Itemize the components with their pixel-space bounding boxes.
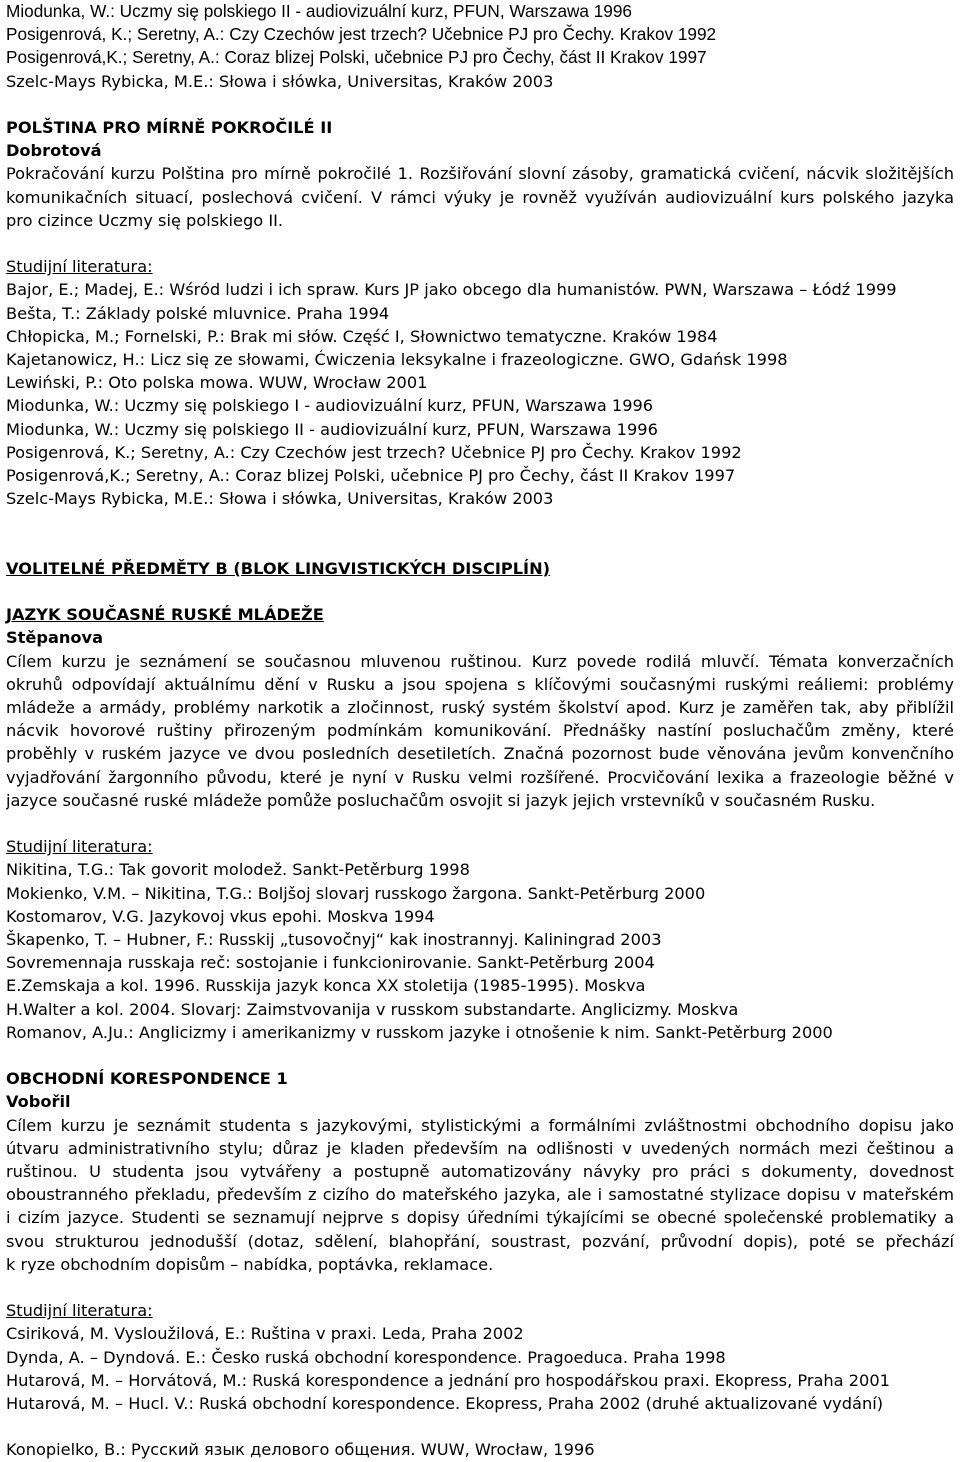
course-title: POLŠTINA PRO MÍRNĚ POKROČILÉ II xyxy=(6,118,333,137)
description-line: Cílem kurzu je seznámit studenta s jazykovými, stylistickými a formálními zvláštnostmi obchodního dopisu jako xyxy=(6,1115,954,1135)
description-line: mládeže a armády, problémy narkotik a zločinnost, ruský systém školství apod. Kurz je zaměřen tak, aby přiblížil xyxy=(6,698,954,718)
description-line: svou strukturou jednodušší (dotaz, sdělení, blahopřání, soustrast, pozvání, průvodní dopis), poté se přechází xyxy=(6,1231,954,1251)
description-line: oboustranného překladu, především z cizího do mateřského jazyka, ale i samostatné stylizace dopisu v mateřském xyxy=(6,1185,954,1205)
course-teacher: Vobořil xyxy=(6,1092,71,1112)
literature-item: Kajetanowicz, H.: Licz się ze słowami, Ćwiczenia leksykalne i frazeologiczne. GWO, Gdańsk 1998 xyxy=(6,350,788,370)
course-rustina xyxy=(6,603,954,1044)
description-line: proběhly v ruském jazyce ve dvou posledních desetiletích. Značná pozornost bude věnována jevům konvenčního xyxy=(6,744,954,764)
course-title: OBCHODNÍ KORESPONDENCE 1 xyxy=(6,1069,288,1089)
course-korespondence xyxy=(6,1067,954,1461)
literature-label: Studijní literatura: xyxy=(6,1301,153,1321)
description-line: Pokračování kurzu Polština pro mírně pokročilé 1. Rozšiřování slovní zásoby, gramatická cvičení, nácvik složitějších xyxy=(6,164,954,184)
description-line: pro cizince Uczmy się polskiego II. xyxy=(6,210,284,230)
course-teacher: Dobrotová xyxy=(6,141,102,161)
literature-item: Dynda, A. – Dyndová. E.: Česko ruská obchodní korespondence. Pragoeduca. Praha 1998 xyxy=(6,1347,726,1367)
literature-item: Škapenko, T. – Hubner, F.: Russkij „tusovočnyj“ kak inostrannyj. Kaliningrad 2003 xyxy=(6,930,662,950)
description-line: okruhů odpovídají aktuálnímu dění v Rusku a jsou spojena s klíčovými současnými ruskými reáliemi: problémy xyxy=(6,674,954,694)
reference-line: Posigenrová, K.; Seretny, A.: Czy Czechów jest trzech? Učebnice PJ pro Čechy. Krakov 1992 xyxy=(6,24,717,45)
literature-list xyxy=(6,1322,954,1415)
block-heading: VOLITELNÉ PŘEDMĚTY B (BLOK LINGVISTICKÝCH DISCIPLÍN) xyxy=(6,558,551,578)
literature-list xyxy=(6,278,954,510)
description-line: Cílem kurzu je seznámení se současnou mluvenou ruštinou. Kurz povede rodilá mluvčí. Témata konverzačních xyxy=(6,651,954,671)
literature-item: Mokienko, V.M. – Nikitina, T.G.: Boljšoj slovarj russkogo žargona. Sankt-Petěrburg 2000 xyxy=(6,883,706,903)
literature-item: Miodunka, W.: Uczmy się polskiego I - audiovizuální kurz, PFUN, Warszawa 1996 xyxy=(6,396,654,416)
top-references xyxy=(6,0,954,93)
literature-item: Sovremennaja russkaja reč: sostojanie i funkcionirovanie. Sankt-Petěrburg 2004 xyxy=(6,953,655,973)
course-description xyxy=(6,650,954,812)
description-line: vyjadřování žargonního původu, které je nyní v Rusku velmi rozšířené. Procvičování lexika a frazeologie běžné v xyxy=(6,767,954,787)
reference-line: Posigenrová,K.; Seretny, A.: Coraz blizej Polski, učebnice PJ pro Čechy, část II Krakov 1997 xyxy=(6,47,707,68)
literature-item: Nikitina, T.G.: Tak govorit molodež. Sankt-Petěrburg 1998 xyxy=(6,860,470,880)
literature-label: Studijní literatura: xyxy=(6,257,153,277)
literature-item: Szelc-Mays Rybicka, M.E.: Słowa i słówka, Universitas, Kraków 2003 xyxy=(6,489,554,509)
course-description xyxy=(6,162,954,232)
reference-line: Miodunka, W.: Uczmy się polskiego II - audiovizuální kurz, PFUN, Warszawa 1996 xyxy=(6,1,632,21)
course-title: JAZYK SOUČASNÉ RUSKÉ MLÁDEŽE xyxy=(6,605,324,625)
literature-item: Chłopicka, M.; Fornelski, P.: Brak mi słów. Część I, Słownictwo tematyczne. Kraków 1984 xyxy=(6,326,718,346)
description-line: komunikačních situací, poslechová cvičení. V rámci výuky je rovněž využíván audiovizuální kurs polského jazyka xyxy=(6,187,954,207)
literature-item: Posigenrová,K.; Seretny, A.: Coraz blizej Polski, učebnice PJ pro Čechy, část II Krakov 1997 xyxy=(6,466,736,486)
description-line: nácvik hovorové ruštiny přirozeným podmínkám komunikování. Přednášky nastíní posluchačům změny, které xyxy=(6,721,954,741)
course-polstina xyxy=(6,116,954,510)
course-teacher: Stěpanova xyxy=(6,628,104,648)
literature-item: Romanov, A.Ju.: Anglicizmy i amerikanizmy v russkom jazyke i otnošenie k nim. Sankt-Petěrburg 2000 xyxy=(6,1022,833,1042)
literature-item: Hutarová, M. – Horvátová, M.: Ruská korespondence a jednání pro hospodářskou praxi. Ekopress, Praha 2001 xyxy=(6,1370,890,1390)
literature-item: Kostomarov, V.G. Jazykovoj vkus epohi. Moskva 1994 xyxy=(6,906,435,926)
course-description xyxy=(6,1114,954,1276)
literature-item: Hutarová, M. – Hucl. V.: Ruská obchodní korespondence. Ekopress, Praha 2002 (druhé aktualizované vydání) xyxy=(6,1394,884,1414)
description-line: útvaru administrativního stylu; důraz je kladen především na odlišnosti v uvedených normách mezi češtinou a xyxy=(6,1138,954,1158)
literature-item: Konopielko, B.: Русский язык делового общения. WUW, Wrocław, 1996 xyxy=(6,1440,595,1460)
literature-item: Csiriková, M. Vysloužilová, E.: Ruština v praxi. Leda, Praha 2002 xyxy=(6,1324,524,1344)
literature-item: Bajor, E.; Madej, E.: Wśród ludzi i ich spraw. Kurs JP jako obcego dla humanistów. PWN, Warszawa – Łódź 1999 xyxy=(6,280,897,300)
literature-label: Studijní literatura: xyxy=(6,837,153,857)
description-line: k ryze obchodním dopisům – nabídka, poptávka, reklamace. xyxy=(6,1254,494,1274)
literature-item: H.Walter a kol. 2004. Slovarj: Zaimstvovanija v russkom substandarte. Anglicizmy. Moskva xyxy=(6,999,739,1019)
description-line: ruštinou. U studenta jsou vytvářeny a postupně automatizovány návyky pro práci s dokumenty, dovednost xyxy=(6,1162,954,1182)
description-line: jazyce současné ruské mládeže pomůže posluchačům osvojit si jazyk jejich vrstevníků v současném Rusku. xyxy=(6,790,876,810)
literature-item: Posigenrová, K.; Seretny, A.: Czy Czechów jest trzech? Učebnice PJ pro Čechy. Krakov 1992 xyxy=(6,442,742,462)
reference-line: Szelc-Mays Rybicka, M.E.: Słowa i słówka, Universitas, Kraków 2003 xyxy=(6,71,554,91)
literature-item: Lewiński, P.: Oto polska mowa. WUW, Wrocław 2001 xyxy=(6,373,428,393)
literature-list xyxy=(6,858,954,1044)
literature-item: E.Zemskaja a kol. 1996. Russkija jazyk konca XX stoletija (1985-1995). Moskva xyxy=(6,976,646,996)
description-line: i cizím jazyce. Studenti se seznamují nejprve s dopisy úředními týkajícími se obecné společenské problematiky a xyxy=(6,1208,954,1228)
literature-item: Miodunka, W.: Uczmy się polskiego II - audiovizuální kurz, PFUN, Warszawa 1996 xyxy=(6,419,658,439)
literature-item: Bešta, T.: Základy polské mluvnice. Praha 1994 xyxy=(6,303,390,323)
